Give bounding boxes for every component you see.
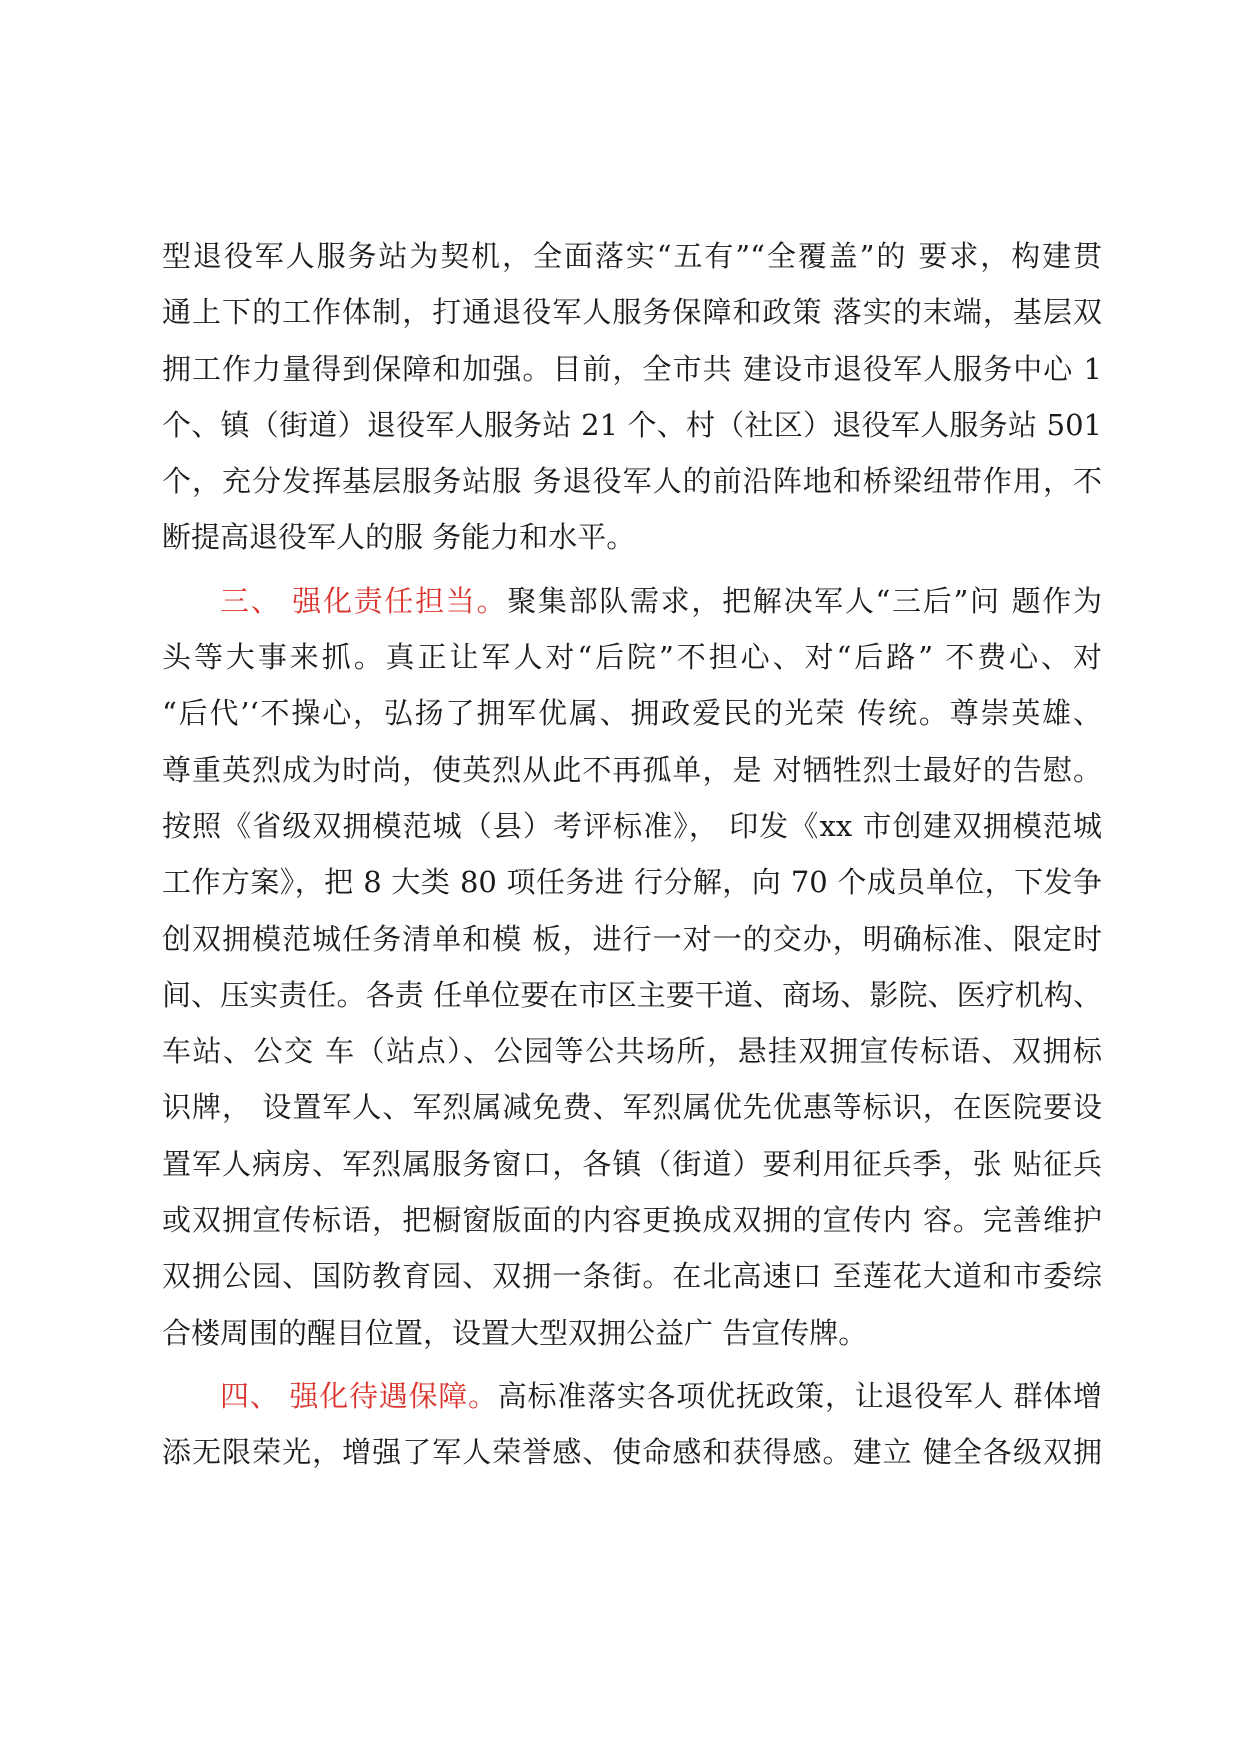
text-line: 间、压实责任。各责 任单位要在市区主要干道、商场、影院、医疗机构、 — [162, 977, 1102, 1012]
text-line — [162, 573, 1102, 629]
section-heading-3: 三、 强化责任担当。 — [220, 583, 508, 618]
text-line: 双拥公园、国防教育园、双拥一条街。在北高速口 至莲花大道和市委综 — [162, 1259, 1102, 1294]
text-line: 车站、公交 车（站点）、公园等公共场所，悬挂双拥宣传标语、双拥标 — [162, 1034, 1102, 1069]
text-line: 创双拥模范城任务清单和模 板，进行一对一的交办，明确标准、限定时 — [162, 921, 1102, 956]
section-heading-4: 四、 强化待遇保障。 — [220, 1378, 498, 1413]
text-line: 识牌， 设置军人、军烈属减免费、军烈属优先优惠等标识，在医院要设 — [162, 1090, 1102, 1125]
text-line: 断提高退役军人的服 务能力和水平。 — [162, 520, 636, 555]
text-line: 或双拥宣传标语，把橱窗版面的内容更换成双拥的宣传内 容。完善维护 — [162, 1203, 1102, 1238]
text-line: 工作方案》，把 8 大类 80 项任务进 行分解，向 70 个成员单位，下发争 — [162, 865, 1102, 900]
text-line-rest: 高标准落实各项优抚政策，让退役军人 群体增 — [497, 1378, 1102, 1413]
text-line: 个，充分发挥基层服务站服 务退役军人的前沿阵地和桥梁纽带作用，不 — [162, 464, 1102, 499]
text-line: 按照《省级双拥模范城（县）考评标准》， 印发《xx 市创建双拥模范城 — [162, 808, 1102, 843]
text-line: 置军人病房、军烈属服务窗口，各镇（街道）要利用征兵季，张 贴征兵 — [162, 1146, 1102, 1181]
text-line: 型退役军人服务站为契机，全面落实“五有”“全覆盖”的 要求，构建贯 — [162, 239, 1102, 273]
document-body — [162, 228, 1102, 1481]
paragraph-2 — [162, 573, 1102, 1361]
text-line: 通上下的工作体制，打通退役军人服务保障和政策 落实的末端，基层双 — [162, 295, 1102, 330]
text-line: 拥工作力量得到保障和加强。目前，全市共 建设市退役军人服务中心 1 — [162, 351, 1102, 386]
paragraph-spacer — [162, 566, 1102, 573]
text-line: 尊重英烈成为时尚，使英烈从此不再孤单，是 对牺牲烈士最好的告慰。 — [162, 752, 1102, 787]
paragraph-3 — [162, 1368, 1102, 1481]
text-line-rest: 聚集部队需求，把解决军人“三后”问 题作为 — [507, 583, 1102, 618]
text-line: 添无限荣光，增强了军人荣誉感、使命感和获得感。建立 健全各级双拥 — [162, 1435, 1102, 1470]
text-line: 头等大事来抓。真正让军人对“后院”不担心、对“后路” 不费心、对 — [162, 640, 1102, 675]
text-line — [162, 1368, 1102, 1424]
paragraph-spacer — [162, 1361, 1102, 1368]
paragraph-1 — [162, 228, 1102, 566]
text-line: 合楼周围的醒目位置，设置大型双拥公益广 告宣传牌。 — [162, 1315, 868, 1350]
text-line: “后代’‘不操心，弘扬了拥军优属、拥政爱民的光荣 传统。尊崇英雄、 — [162, 696, 1102, 731]
text-line: 个、镇（街道）退役军人服务站 21 个、村（社区）退役军人服务站 501 — [162, 407, 1102, 442]
